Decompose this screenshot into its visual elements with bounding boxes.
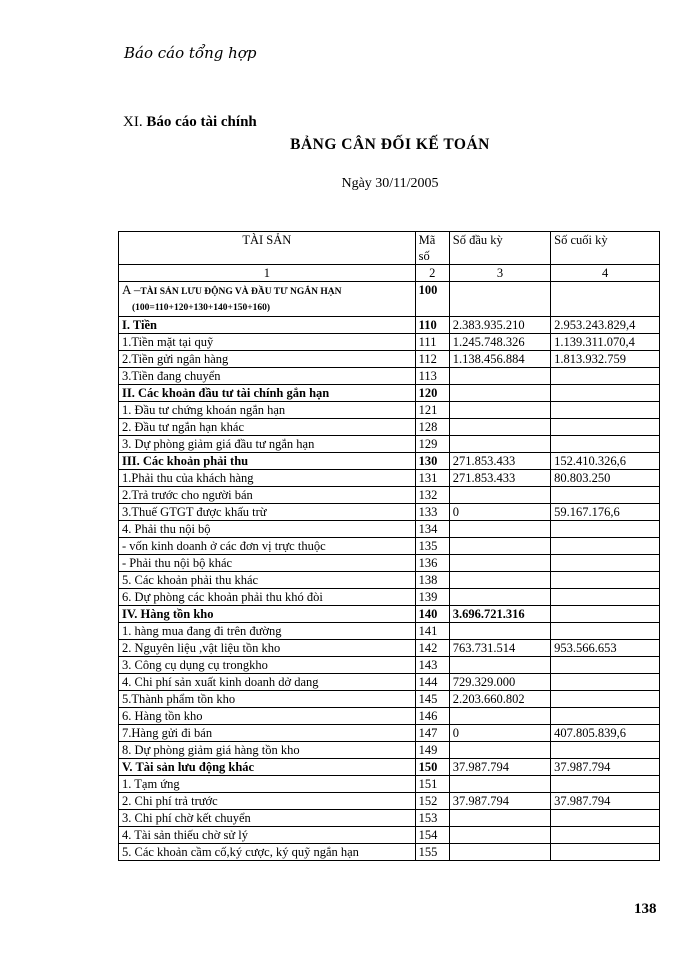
- row-code: 155: [415, 844, 449, 861]
- category-a-label: [119, 282, 416, 317]
- row-closing-value: [551, 810, 660, 827]
- row-name: 5. Các khoản cầm cố,ký cược, ký quỹ ngắn hạn: [119, 844, 416, 861]
- row-name: 5. Các khoản phải thu khác: [119, 572, 416, 589]
- category-a-opening: [449, 282, 550, 317]
- header-asset: TÀI SẢN: [119, 232, 416, 265]
- column-index: 4: [551, 265, 660, 282]
- row-code: 151: [415, 776, 449, 793]
- table-row: [119, 572, 660, 589]
- column-index: 2: [415, 265, 449, 282]
- row-closing-value: 152.410.326,6: [551, 453, 660, 470]
- row-name: - vốn kinh doanh ở các đơn vị trực thuộc: [119, 538, 416, 555]
- row-code: 132: [415, 487, 449, 504]
- row-opening-value: 37.987.794: [449, 759, 550, 776]
- row-closing-value: 407.805.839,6: [551, 725, 660, 742]
- row-name: 8. Dự phòng giảm giá hàng tồn kho: [119, 742, 416, 759]
- row-closing-value: 37.987.794: [551, 793, 660, 810]
- row-code: 136: [415, 555, 449, 572]
- row-closing-value: 59.167.176,6: [551, 504, 660, 521]
- row-opening-value: 37.987.794: [449, 793, 550, 810]
- row-code: 144: [415, 674, 449, 691]
- row-code: 153: [415, 810, 449, 827]
- table-row: [119, 742, 660, 759]
- table-row: [119, 317, 660, 334]
- row-name: V. Tài sản lưu động khác: [119, 759, 416, 776]
- row-closing-value: 1.139.311.070,4: [551, 334, 660, 351]
- row-opening-value: [449, 436, 550, 453]
- row-closing-value: [551, 419, 660, 436]
- row-opening-value: [449, 844, 550, 861]
- row-code: 145: [415, 691, 449, 708]
- table-row: [119, 708, 660, 725]
- category-a-line2: (100=110+120+130+140+150+160): [132, 303, 271, 313]
- table-row: [119, 402, 660, 419]
- row-code: 152: [415, 793, 449, 810]
- row-name: 2. Chi phí trả trước: [119, 793, 416, 810]
- row-closing-value: [551, 436, 660, 453]
- row-opening-value: [449, 827, 550, 844]
- row-opening-value: 271.853.433: [449, 470, 550, 487]
- row-code: 140: [415, 606, 449, 623]
- row-closing-value: [551, 657, 660, 674]
- table-header-row: [119, 232, 660, 265]
- row-closing-value: [551, 623, 660, 640]
- row-code: 133: [415, 504, 449, 521]
- row-code: 141: [415, 623, 449, 640]
- row-name: 5.Thành phẩm tồn kho: [119, 691, 416, 708]
- table-row: [119, 351, 660, 368]
- table-row: [119, 759, 660, 776]
- row-code: 128: [415, 419, 449, 436]
- row-opening-value: [449, 572, 550, 589]
- row-code: 121: [415, 402, 449, 419]
- page-number: 138: [634, 901, 657, 917]
- row-code: 134: [415, 521, 449, 538]
- row-code: 120: [415, 385, 449, 402]
- table-row: [119, 538, 660, 555]
- table-row: [119, 453, 660, 470]
- row-name: 2.Tiền gửi ngân hàng: [119, 351, 416, 368]
- row-closing-value: [551, 674, 660, 691]
- section-number: XI.: [123, 114, 143, 130]
- row-name: 3. Chi phí chờ kết chuyển: [119, 810, 416, 827]
- row-name: 6. Dự phòng các khoản phải thu khó đòi: [119, 589, 416, 606]
- row-opening-value: 2.203.660.802: [449, 691, 550, 708]
- header-code: [415, 232, 449, 265]
- category-a-prefix: A –: [122, 282, 141, 297]
- row-opening-value: [449, 521, 550, 538]
- row-closing-value: [551, 708, 660, 725]
- row-opening-value: [449, 555, 550, 572]
- table-row: [119, 504, 660, 521]
- row-closing-value: [551, 487, 660, 504]
- table-row: [119, 589, 660, 606]
- table-row: [119, 793, 660, 810]
- table-row: [119, 827, 660, 844]
- row-name: IV. Hàng tồn kho: [119, 606, 416, 623]
- table-row: [119, 623, 660, 640]
- row-opening-value: 271.853.433: [449, 453, 550, 470]
- table-row: [119, 521, 660, 538]
- table-row: [119, 810, 660, 827]
- row-closing-value: [551, 555, 660, 572]
- document-title: BẢNG CÂN ĐỐI KẾ TOÁN: [290, 136, 490, 153]
- row-opening-value: 0: [449, 725, 550, 742]
- row-opening-value: [449, 589, 550, 606]
- table-row: [119, 844, 660, 861]
- table-row: [119, 487, 660, 504]
- header-code-line2: số: [418, 249, 430, 263]
- section-title-text: Báo cáo tài chính: [146, 114, 257, 130]
- table-row: [119, 419, 660, 436]
- table-row: [119, 640, 660, 657]
- row-closing-value: [551, 572, 660, 589]
- row-name: 3. Dự phòng giảm giá đầu tư ngắn hạn: [119, 436, 416, 453]
- report-header-note: Báo cáo tổng hợp: [124, 44, 257, 62]
- table-row: [119, 606, 660, 623]
- row-name: 3.Thuế GTGT được khấu trừ: [119, 504, 416, 521]
- header-code-line1: Mã: [418, 233, 436, 247]
- row-name: 4. Chi phí sản xuất kinh doanh dở dang: [119, 674, 416, 691]
- row-closing-value: [551, 521, 660, 538]
- row-name: 4. Tài sản thiếu chờ sử lý: [119, 827, 416, 844]
- row-name: I. Tiền: [119, 317, 416, 334]
- column-index-row: [119, 265, 660, 282]
- row-name: 1. Tạm ứng: [119, 776, 416, 793]
- row-code: 110: [415, 317, 449, 334]
- row-opening-value: [449, 708, 550, 725]
- row-name: - Phải thu nội bộ khác: [119, 555, 416, 572]
- row-code: 111: [415, 334, 449, 351]
- header-opening: Số đầu kỳ: [449, 232, 550, 265]
- row-closing-value: 80.803.250: [551, 470, 660, 487]
- row-closing-value: [551, 606, 660, 623]
- row-code: 139: [415, 589, 449, 606]
- row-code: 147: [415, 725, 449, 742]
- header-closing: Số cuối kỳ: [551, 232, 660, 265]
- category-a-closing: [551, 282, 660, 317]
- row-closing-value: 953.566.653: [551, 640, 660, 657]
- row-opening-value: [449, 742, 550, 759]
- row-opening-value: [449, 402, 550, 419]
- row-code: 113: [415, 368, 449, 385]
- category-a-line1: TÀI SẢN LƯU ĐỘNG VÀ ĐẦU TƯ NGẮN HẠN: [140, 287, 342, 297]
- row-closing-value: [551, 538, 660, 555]
- row-opening-value: [449, 419, 550, 436]
- table-row: [119, 334, 660, 351]
- row-code: 143: [415, 657, 449, 674]
- row-name: 1. hàng mua đang đi trên đường: [119, 623, 416, 640]
- row-opening-value: 1.245.748.326: [449, 334, 550, 351]
- table-row: [119, 385, 660, 402]
- row-code: 142: [415, 640, 449, 657]
- row-opening-value: 1.138.456.884: [449, 351, 550, 368]
- table-row: [119, 674, 660, 691]
- row-closing-value: [551, 776, 660, 793]
- row-name: 2. Đầu tư ngắn hạn khác: [119, 419, 416, 436]
- row-name: 6. Hàng tồn kho: [119, 708, 416, 725]
- row-closing-value: 37.987.794: [551, 759, 660, 776]
- row-opening-value: [449, 657, 550, 674]
- row-opening-value: [449, 538, 550, 555]
- row-name: 2.Trả trước cho người bán: [119, 487, 416, 504]
- document-date: Ngày 30/11/2005: [341, 176, 439, 191]
- row-code: 131: [415, 470, 449, 487]
- row-opening-value: 3.696.721.316: [449, 606, 550, 623]
- row-name: 1. Đầu tư chứng khoán ngắn hạn: [119, 402, 416, 419]
- row-opening-value: [449, 368, 550, 385]
- row-opening-value: 2.383.935.210: [449, 317, 550, 334]
- row-opening-value: 729.329.000: [449, 674, 550, 691]
- row-closing-value: [551, 827, 660, 844]
- table-row: [119, 368, 660, 385]
- row-name: 2. Nguyên liệu ,vật liệu tồn kho: [119, 640, 416, 657]
- table-row: [119, 555, 660, 572]
- row-opening-value: [449, 623, 550, 640]
- row-opening-value: 763.731.514: [449, 640, 550, 657]
- row-closing-value: [551, 589, 660, 606]
- category-a-row: [119, 282, 660, 317]
- balance-sheet-table: [118, 231, 660, 861]
- row-code: 154: [415, 827, 449, 844]
- row-opening-value: 0: [449, 504, 550, 521]
- row-closing-value: [551, 844, 660, 861]
- row-opening-value: [449, 385, 550, 402]
- table-row: [119, 657, 660, 674]
- table-row: [119, 725, 660, 742]
- row-closing-value: 1.813.932.759: [551, 351, 660, 368]
- row-closing-value: [551, 691, 660, 708]
- row-closing-value: [551, 402, 660, 419]
- section-title: [123, 114, 257, 131]
- row-closing-value: [551, 385, 660, 402]
- row-code: 129: [415, 436, 449, 453]
- table-row: [119, 436, 660, 453]
- row-name: 3. Công cụ dụng cụ trongkho: [119, 657, 416, 674]
- table-row: [119, 470, 660, 487]
- category-a-code: 100: [415, 282, 449, 317]
- table-row: [119, 691, 660, 708]
- row-closing-value: [551, 368, 660, 385]
- row-opening-value: [449, 810, 550, 827]
- row-code: 150: [415, 759, 449, 776]
- row-code: 138: [415, 572, 449, 589]
- row-closing-value: 2.953.243.829,4: [551, 317, 660, 334]
- row-code: 149: [415, 742, 449, 759]
- column-index: 3: [449, 265, 550, 282]
- row-code: 130: [415, 453, 449, 470]
- row-name: 1.Phải thu của khách hàng: [119, 470, 416, 487]
- row-code: 135: [415, 538, 449, 555]
- row-opening-value: [449, 487, 550, 504]
- table-row: [119, 776, 660, 793]
- row-name: 7.Hàng gửi đi bán: [119, 725, 416, 742]
- row-name: II. Các khoản đầu tư tài chính gắn hạn: [119, 385, 416, 402]
- row-closing-value: [551, 742, 660, 759]
- row-code: 146: [415, 708, 449, 725]
- row-code: 112: [415, 351, 449, 368]
- row-name: 4. Phải thu nội bộ: [119, 521, 416, 538]
- row-name: III. Các khoản phải thu: [119, 453, 416, 470]
- row-name: 1.Tiền mặt tại quỹ: [119, 334, 416, 351]
- row-name: 3.Tiền đang chuyển: [119, 368, 416, 385]
- row-opening-value: [449, 776, 550, 793]
- column-index: 1: [119, 265, 416, 282]
